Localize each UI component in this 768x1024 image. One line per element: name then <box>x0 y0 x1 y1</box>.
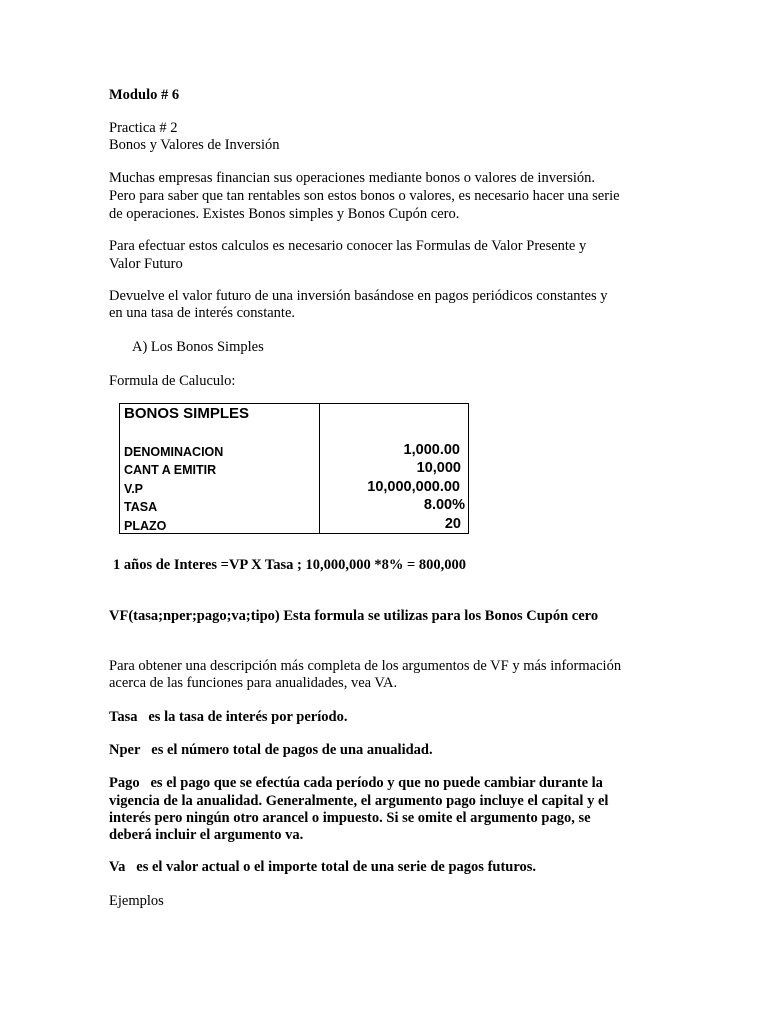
arg-nper-label: Nper <box>109 742 141 758</box>
arg-va-label: Va <box>109 859 126 875</box>
formulas-note-line-2: Valor Futuro <box>109 256 183 272</box>
table-row <box>120 460 468 478</box>
practice-subtitle: Bonos y Valores de Inversión <box>109 137 280 153</box>
vf-formula-line: VF(tasa;nper;pago;va;tipo) Esta formula se utilizas para los Bonos Cupón cero <box>109 608 599 624</box>
formula-label: Formula de Caluculo: <box>109 373 236 389</box>
description-line-2: acerca de las funciones para anualidades, vea VA. <box>109 675 398 691</box>
arg-tasa <box>109 708 347 726</box>
table-title: BONOS SIMPLES <box>124 405 250 422</box>
arg-pago-line-2: vigencia de la anualidad. Generalmente, el argumento pago incluye el capital y el <box>109 793 609 809</box>
bonos-simples-table <box>119 403 469 534</box>
section-a-heading: A) Los Bonos Simples <box>132 339 264 355</box>
fv-note-line-1: Devuelve el valor futuro de una inversión basándose en pagos periódicos constantes y <box>109 288 608 304</box>
row-value: 8.00% <box>423 497 465 513</box>
row-label: DENOMINACION <box>124 445 224 459</box>
arg-pago-line-3: interés pero ningún otro arancel o impuesto. Si se omite el argumento pago, se <box>109 810 591 826</box>
row-label: V.P <box>124 482 144 496</box>
row-value: 1,000.00 <box>403 442 460 458</box>
formulas-note-line-1: Para efectuar estos calculos es necesario conocer las Formulas de Valor Presente y <box>109 238 587 254</box>
intro-line-3: de operaciones. Existes Bonos simples y Bonos Cupón cero. <box>109 206 460 222</box>
table-row <box>120 516 468 534</box>
row-label: CANT A EMITIR <box>124 463 217 477</box>
arg-pago-line-4: deberá incluir el argumento va. <box>109 827 304 843</box>
table-row <box>120 497 468 515</box>
row-label: TASA <box>124 500 158 514</box>
arg-va <box>109 858 536 876</box>
table-row <box>120 442 468 460</box>
fv-note-line-2: en una tasa de interés constante. <box>109 305 296 321</box>
arg-tasa-label: Tasa <box>109 709 138 725</box>
intro-line-2: Pero para saber que tan rentables son estos bonos o valores, es necesario hacer una serie <box>109 188 620 204</box>
row-value: 10,000,000.00 <box>367 479 460 495</box>
arg-pago-label: Pago <box>109 775 140 791</box>
description-line-1: Para obtener una descripción más completa de los argumentos de VF y más información <box>109 658 622 674</box>
practice-number: Practica # 2 <box>109 120 178 136</box>
row-value: 20 <box>444 516 461 532</box>
arg-pago-text: es el pago que se efectúa cada período y que no puede cambiar durante la <box>150 775 603 791</box>
arg-va-text: es el valor actual o el importe total de una serie de pagos futuros. <box>136 859 537 875</box>
arg-pago-line-1 <box>109 774 603 792</box>
arg-tasa-text: es la tasa de interés por período. <box>148 709 348 725</box>
interest-formula: 1 años de Interes =VP X Tasa ; 10,000,000 *8% = 800,000 <box>113 557 467 573</box>
row-label: PLAZO <box>124 519 167 533</box>
row-value: 10,000 <box>416 460 461 476</box>
examples-heading: Ejemplos <box>109 893 164 909</box>
table-row <box>120 479 468 497</box>
arg-nper <box>109 741 433 759</box>
module-heading: Modulo # 6 <box>109 87 180 103</box>
arg-nper-text: es el número total de pagos de una anualidad. <box>151 742 433 758</box>
intro-line-1: Muchas empresas financian sus operaciones mediante bonos o valores de inversión. <box>109 170 596 186</box>
